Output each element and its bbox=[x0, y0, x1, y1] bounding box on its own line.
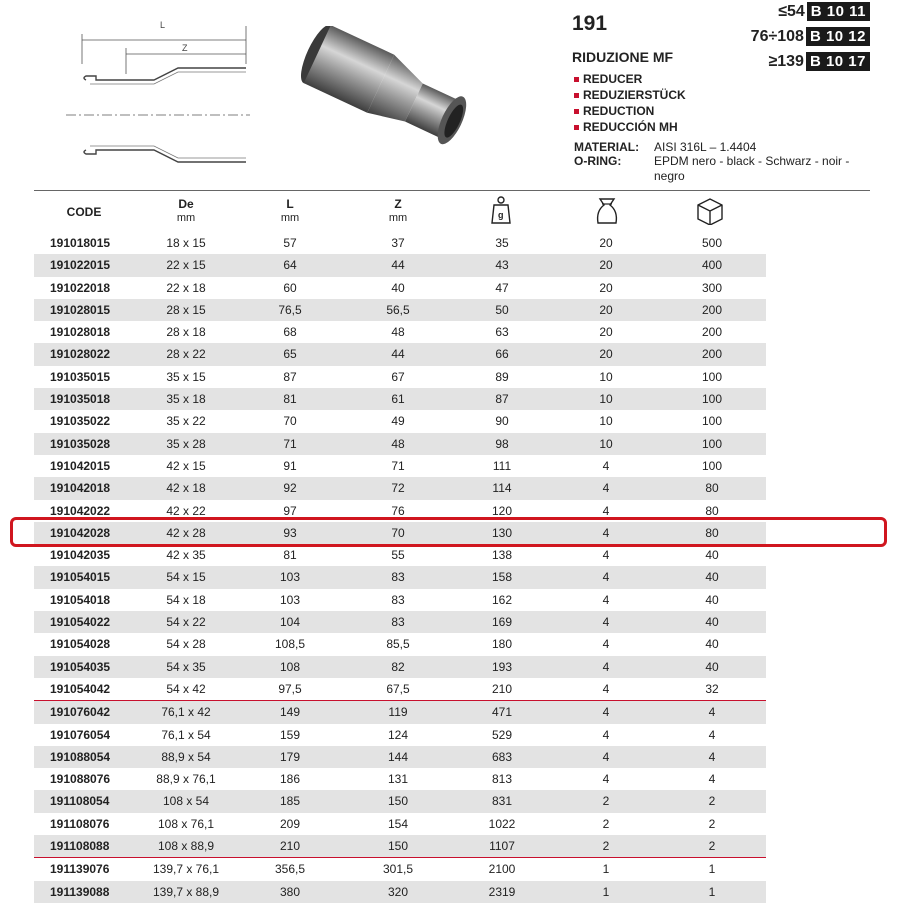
cell-code: 191035028 bbox=[50, 436, 111, 451]
oring-label: O-RING: bbox=[574, 154, 622, 168]
table-cell: 28 x 18 bbox=[166, 325, 206, 340]
table-cell: 54 x 22 bbox=[166, 615, 206, 630]
bullet-icon bbox=[574, 125, 579, 130]
table-cell: 63 bbox=[495, 325, 509, 340]
table-cell: 40 bbox=[705, 615, 719, 630]
badge-code: B 10 17 bbox=[806, 52, 870, 71]
table-cell: 2 bbox=[708, 794, 716, 809]
table-cell: 54 x 35 bbox=[166, 659, 206, 674]
table-row bbox=[34, 857, 766, 880]
table-row bbox=[34, 768, 766, 790]
bullet-icon bbox=[574, 93, 579, 98]
table-cell: 40 bbox=[705, 570, 719, 585]
table-cell: 85,5 bbox=[386, 637, 410, 652]
table-cell: 108 x 88,9 bbox=[157, 839, 215, 854]
table-cell: 2100 bbox=[488, 862, 516, 877]
table-cell: 4 bbox=[708, 705, 716, 720]
table-cell: 81 bbox=[283, 392, 297, 407]
table-cell: 100 bbox=[701, 458, 723, 473]
table-cell: 1 bbox=[602, 862, 610, 877]
table-row bbox=[34, 746, 766, 768]
table-row bbox=[34, 232, 766, 254]
table-row bbox=[34, 678, 766, 700]
translation-item: REDUCTION bbox=[574, 104, 654, 118]
table-cell: 91 bbox=[283, 458, 297, 473]
box-icon bbox=[694, 195, 726, 225]
table-cell: 50 bbox=[495, 302, 509, 317]
table-cell: 92 bbox=[283, 481, 297, 496]
table-cell: 83 bbox=[391, 615, 405, 630]
table-cell: 68 bbox=[283, 325, 297, 340]
table-cell: 4 bbox=[602, 525, 610, 540]
bullet-icon bbox=[574, 77, 579, 82]
table-cell: 66 bbox=[495, 347, 509, 362]
cell-code: 191076042 bbox=[50, 705, 111, 720]
table-cell: 4 bbox=[602, 481, 610, 496]
column-header-z: Z mm bbox=[388, 197, 408, 224]
table-cell: 200 bbox=[701, 325, 723, 340]
table-cell: 42 x 15 bbox=[166, 458, 206, 473]
table-row bbox=[34, 813, 766, 835]
table-row bbox=[34, 656, 766, 678]
cell-code: 191042035 bbox=[50, 548, 111, 563]
table-cell: 97 bbox=[283, 503, 297, 518]
table-cell: 67 bbox=[391, 369, 405, 384]
table-cell: 139,7 x 76,1 bbox=[152, 862, 220, 877]
table-cell: 4 bbox=[602, 548, 610, 563]
table-cell: 44 bbox=[391, 347, 405, 362]
cell-code: 191054035 bbox=[50, 659, 111, 674]
table-cell: 169 bbox=[491, 615, 513, 630]
table-cell: 40 bbox=[391, 280, 405, 295]
table-cell: 2 bbox=[602, 794, 610, 809]
cell-code: 191054018 bbox=[50, 592, 111, 607]
table-cell: 185 bbox=[279, 794, 301, 809]
svg-text:g: g bbox=[498, 210, 504, 220]
table-cell: 320 bbox=[387, 884, 409, 899]
table-cell: 54 x 18 bbox=[166, 592, 206, 607]
cell-code: 191054015 bbox=[50, 570, 111, 585]
table-cell: 210 bbox=[491, 681, 513, 696]
table-cell: 193 bbox=[491, 659, 513, 674]
bag-icon bbox=[594, 195, 620, 225]
table-row bbox=[34, 366, 766, 388]
table-row bbox=[34, 254, 766, 276]
table-cell: 4 bbox=[602, 681, 610, 696]
translation-item: REDUZIERSTÜCK bbox=[574, 88, 686, 102]
table-cell: 57 bbox=[283, 236, 297, 250]
table-cell: 40 bbox=[705, 637, 719, 652]
table-cell: 49 bbox=[391, 414, 405, 429]
table-cell: 4 bbox=[602, 503, 610, 518]
table-row bbox=[34, 589, 766, 611]
table-cell: 150 bbox=[387, 794, 409, 809]
table-cell: 186 bbox=[279, 772, 301, 787]
table-cell: 4 bbox=[602, 659, 610, 674]
table-row bbox=[34, 835, 766, 857]
table-cell: 80 bbox=[705, 503, 719, 518]
table-cell: 114 bbox=[492, 481, 512, 496]
table-cell: 10 bbox=[599, 436, 613, 451]
table-cell: 100 bbox=[701, 392, 723, 407]
table-row bbox=[34, 299, 766, 321]
table-cell: 97,5 bbox=[278, 681, 302, 696]
table-cell: 80 bbox=[705, 525, 719, 540]
table-row bbox=[34, 724, 766, 746]
cell-code: 191088076 bbox=[50, 772, 111, 787]
table-cell: 130 bbox=[491, 525, 513, 540]
table-cell: 42 x 18 bbox=[166, 481, 206, 496]
table-cell: 1 bbox=[602, 884, 610, 899]
table-cell: 400 bbox=[701, 258, 723, 273]
table-cell: 4 bbox=[602, 615, 610, 630]
table-cell: 683 bbox=[491, 749, 513, 764]
table-cell: 56,5 bbox=[386, 302, 410, 317]
table-cell: 4 bbox=[708, 749, 716, 764]
table-cell: 35 x 15 bbox=[166, 369, 206, 384]
table-cell: 40 bbox=[705, 592, 719, 607]
cell-code: 191042018 bbox=[50, 481, 111, 496]
table-cell: 88,9 x 54 bbox=[161, 749, 211, 764]
table-cell: 55 bbox=[391, 548, 405, 563]
table-cell: 4 bbox=[602, 570, 610, 585]
cell-code: 191042028 bbox=[50, 525, 111, 540]
table-row bbox=[34, 343, 766, 365]
table-cell: 4 bbox=[708, 727, 716, 742]
table-cell: 35 bbox=[495, 236, 509, 250]
table-cell: 18 x 15 bbox=[166, 236, 206, 250]
table-cell: 40 bbox=[705, 659, 719, 674]
table-row bbox=[34, 477, 766, 499]
table-cell: 76 bbox=[391, 503, 405, 518]
table-row bbox=[34, 388, 766, 410]
table-cell: 32 bbox=[705, 681, 719, 696]
table-cell: 138 bbox=[491, 548, 513, 563]
table-cell: 209 bbox=[279, 816, 301, 831]
badge-row bbox=[768, 52, 870, 71]
table-cell: 108,5 bbox=[274, 637, 306, 652]
badge-prefix: ≤54 bbox=[778, 2, 805, 20]
technical-drawing bbox=[60, 14, 250, 164]
badge-code: B 10 11 bbox=[807, 2, 870, 21]
cell-code: 191139088 bbox=[50, 884, 110, 899]
table-row bbox=[34, 790, 766, 812]
table-cell: 90 bbox=[495, 414, 509, 429]
table-cell: 1022 bbox=[488, 816, 516, 831]
table-cell: 103 bbox=[279, 570, 301, 585]
column-header-de: De mm bbox=[176, 197, 196, 224]
table-cell: 2319 bbox=[488, 884, 516, 899]
table-cell: 139,7 x 88,9 bbox=[152, 884, 220, 899]
table-cell: 529 bbox=[491, 727, 513, 742]
table-cell: 300 bbox=[701, 280, 723, 295]
table-row bbox=[34, 433, 766, 455]
table-cell: 87 bbox=[283, 369, 297, 384]
table-cell: 200 bbox=[701, 347, 723, 362]
badge-prefix: 76÷108 bbox=[750, 27, 804, 45]
cell-code: 191028018 bbox=[50, 325, 111, 340]
cell-code: 191054042 bbox=[50, 681, 111, 696]
header-divider bbox=[34, 190, 870, 191]
table-cell: 149 bbox=[279, 705, 301, 720]
weight-icon bbox=[490, 195, 512, 225]
table-cell: 48 bbox=[391, 436, 405, 451]
table-cell: 108 x 54 bbox=[162, 794, 210, 809]
bullet-icon bbox=[574, 109, 579, 114]
table-cell: 1 bbox=[708, 884, 716, 899]
data-table bbox=[34, 232, 766, 903]
table-cell: 831 bbox=[491, 794, 513, 809]
table-cell: 42 x 28 bbox=[166, 525, 206, 540]
table-cell: 76,1 x 42 bbox=[161, 705, 211, 720]
material-value: AISI 316L – 1.4404 bbox=[654, 140, 757, 154]
table-cell: 20 bbox=[599, 236, 613, 250]
table-cell: 60 bbox=[283, 280, 297, 295]
table-row bbox=[34, 700, 766, 723]
table-row bbox=[34, 321, 766, 343]
table-cell: 42 x 35 bbox=[166, 548, 206, 563]
table-cell: 88,9 x 76,1 bbox=[156, 772, 216, 787]
table-cell: 4 bbox=[602, 749, 610, 764]
table-cell: 4 bbox=[602, 772, 610, 787]
table-cell: 108 bbox=[279, 659, 301, 674]
table-cell: 20 bbox=[599, 325, 613, 340]
table-cell: 10 bbox=[599, 392, 613, 407]
table-cell: 356,5 bbox=[274, 862, 306, 877]
cell-code: 191139076 bbox=[50, 862, 110, 877]
table-cell: 76,1 x 54 bbox=[161, 727, 211, 742]
table-cell: 100 bbox=[701, 414, 723, 429]
table-cell: 380 bbox=[279, 884, 301, 899]
table-cell: 100 bbox=[701, 436, 723, 451]
cell-code: 191076054 bbox=[50, 727, 111, 742]
highlight-frame bbox=[10, 517, 887, 547]
table-cell: 4 bbox=[602, 727, 610, 742]
translation-item: REDUCCIÓN MH bbox=[574, 120, 678, 134]
table-cell: 159 bbox=[279, 727, 301, 742]
table-row bbox=[34, 633, 766, 655]
cell-code: 191054028 bbox=[50, 637, 111, 652]
table-cell: 72 bbox=[391, 481, 405, 496]
table-row bbox=[34, 410, 766, 432]
table-cell: 93 bbox=[283, 525, 297, 540]
cell-code: 191108054 bbox=[50, 794, 110, 809]
table-cell: 70 bbox=[391, 525, 405, 540]
oring-value-cont: negro bbox=[654, 169, 685, 183]
column-header-l: L mm bbox=[280, 197, 300, 224]
product-name: RIDUZIONE MF bbox=[572, 49, 674, 65]
material-label: MATERIAL: bbox=[574, 140, 640, 154]
cell-code: 191035015 bbox=[50, 369, 111, 384]
table-cell: 131 bbox=[387, 772, 409, 787]
table-cell: 4 bbox=[602, 458, 610, 473]
product-code: 191 bbox=[572, 12, 608, 35]
table-cell: 35 x 22 bbox=[166, 414, 206, 429]
translation-item: REDUCER bbox=[574, 72, 642, 86]
cell-code: 191088054 bbox=[50, 749, 111, 764]
table-header bbox=[34, 193, 766, 231]
table-cell: 82 bbox=[391, 659, 405, 674]
table-cell: 162 bbox=[491, 592, 513, 607]
cell-code: 191035018 bbox=[50, 392, 111, 407]
cell-code: 191022018 bbox=[50, 280, 111, 295]
table-cell: 120 bbox=[491, 503, 513, 518]
table-cell: 500 bbox=[701, 236, 723, 250]
badge-prefix: ≥139 bbox=[768, 52, 804, 70]
table-cell: 200 bbox=[701, 302, 723, 317]
badge-row bbox=[778, 2, 870, 21]
table-cell: 180 bbox=[491, 637, 513, 652]
table-cell: 54 x 28 bbox=[166, 637, 206, 652]
table-cell: 65 bbox=[283, 347, 297, 362]
table-cell: 20 bbox=[599, 258, 613, 273]
table-cell: 43 bbox=[495, 258, 509, 273]
table-cell: 35 x 28 bbox=[166, 436, 206, 451]
table-cell: 89 bbox=[495, 369, 509, 384]
table-cell: 2 bbox=[708, 816, 716, 831]
table-cell: 71 bbox=[391, 458, 405, 473]
table-cell: 37 bbox=[391, 236, 405, 250]
table-cell: 2 bbox=[602, 816, 610, 831]
table-cell: 35 x 18 bbox=[166, 392, 206, 407]
table-cell: 48 bbox=[391, 325, 405, 340]
table-cell: 4 bbox=[708, 772, 716, 787]
table-row bbox=[34, 544, 766, 566]
table-cell: 80 bbox=[705, 481, 719, 496]
table-row bbox=[34, 611, 766, 633]
table-cell: 28 x 15 bbox=[166, 302, 206, 317]
badge-code: B 10 12 bbox=[806, 27, 870, 46]
table-cell: 70 bbox=[283, 414, 297, 429]
table-cell: 44 bbox=[391, 258, 405, 273]
table-cell: 98 bbox=[495, 436, 509, 451]
table-cell: 20 bbox=[599, 302, 613, 317]
table-cell: 22 x 18 bbox=[166, 280, 206, 295]
table-cell: 81 bbox=[283, 548, 297, 563]
table-cell: 47 bbox=[495, 280, 509, 295]
table-cell: 108 x 76,1 bbox=[157, 816, 215, 831]
table-cell: 22 x 15 bbox=[166, 258, 206, 273]
table-cell: 111 bbox=[492, 458, 512, 473]
cell-code: 191028022 bbox=[50, 347, 111, 362]
table-cell: 154 bbox=[387, 816, 409, 831]
cell-code: 191022015 bbox=[50, 258, 111, 273]
cell-code: 191108088 bbox=[50, 839, 110, 854]
table-cell: 104 bbox=[279, 615, 301, 630]
table-cell: 54 x 15 bbox=[166, 570, 206, 585]
table-cell: 4 bbox=[602, 637, 610, 652]
table-cell: 76,5 bbox=[278, 302, 302, 317]
table-cell: 813 bbox=[491, 772, 513, 787]
table-cell: 119 bbox=[388, 705, 408, 720]
table-cell: 20 bbox=[599, 347, 613, 362]
table-cell: 10 bbox=[599, 369, 613, 384]
cell-code: 191108076 bbox=[50, 816, 110, 831]
table-cell: 40 bbox=[705, 548, 719, 563]
column-header-code: CODE bbox=[66, 205, 102, 219]
table-cell: 144 bbox=[387, 749, 409, 764]
dim-label-z: Z bbox=[182, 43, 188, 53]
cell-code: 191035022 bbox=[50, 414, 111, 429]
table-cell: 61 bbox=[391, 392, 405, 407]
table-cell: 83 bbox=[391, 592, 405, 607]
table-cell: 471 bbox=[491, 705, 513, 720]
table-cell: 67,5 bbox=[386, 681, 410, 696]
table-cell: 150 bbox=[387, 839, 409, 854]
dim-label-l: L bbox=[160, 20, 166, 30]
cell-code: 191042022 bbox=[50, 503, 111, 518]
table-row bbox=[34, 566, 766, 588]
table-row bbox=[34, 277, 766, 299]
table-cell: 28 x 22 bbox=[166, 347, 206, 362]
table-cell: 71 bbox=[283, 436, 297, 451]
cell-code: 191042015 bbox=[50, 458, 111, 473]
table-cell: 4 bbox=[602, 592, 610, 607]
cell-code: 191018015 bbox=[50, 236, 111, 250]
table-cell: 87 bbox=[495, 392, 509, 407]
cell-code: 191028015 bbox=[50, 302, 111, 317]
badge-row bbox=[751, 27, 870, 46]
table-cell: 301,5 bbox=[382, 862, 414, 877]
table-cell: 179 bbox=[279, 749, 301, 764]
table-cell: 54 x 42 bbox=[166, 681, 206, 696]
table-cell: 1107 bbox=[489, 839, 515, 854]
cell-code: 191054022 bbox=[50, 615, 111, 630]
table-cell: 42 x 22 bbox=[166, 503, 206, 518]
table-cell: 83 bbox=[391, 570, 405, 585]
product-photo bbox=[282, 26, 492, 176]
table-cell: 10 bbox=[599, 414, 613, 429]
table-cell: 2 bbox=[602, 839, 610, 854]
table-row bbox=[34, 455, 766, 477]
table-cell: 20 bbox=[599, 280, 613, 295]
table-cell: 158 bbox=[491, 570, 513, 585]
oring-value: EPDM nero - black - Schwarz - noir - bbox=[654, 154, 850, 168]
table-cell: 64 bbox=[283, 258, 297, 273]
table-cell: 100 bbox=[701, 369, 723, 384]
table-cell: 4 bbox=[602, 705, 610, 720]
table-cell: 210 bbox=[279, 839, 301, 854]
table-cell: 124 bbox=[387, 727, 409, 742]
table-cell: 1 bbox=[708, 862, 716, 877]
table-cell: 2 bbox=[708, 839, 716, 854]
table-cell: 103 bbox=[279, 592, 301, 607]
